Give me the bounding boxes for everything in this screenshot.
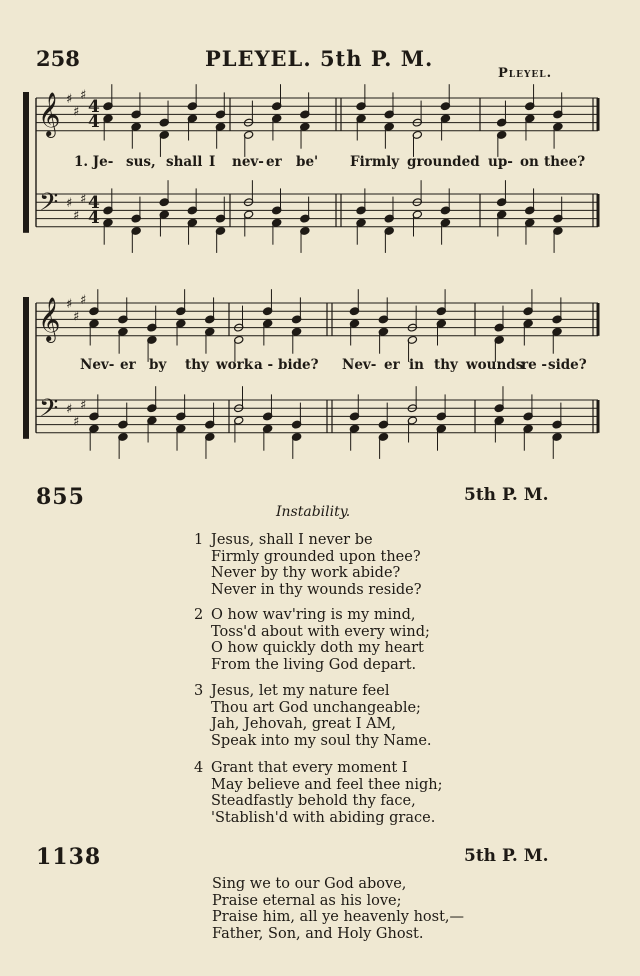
stanza-line: Sing we to our God above,: [212, 876, 407, 892]
stanza-line: Never in thy wounds reside?: [211, 581, 422, 598]
lyric-syllable: side?: [548, 357, 587, 373]
stanza-line: May believe and feel thee nigh;: [211, 776, 443, 793]
lyric-syllable: grounded: [407, 154, 480, 170]
stanza-number: 4: [194, 760, 204, 776]
sharp-sign: ♯: [73, 208, 80, 224]
hymn-number: 1138: [36, 844, 102, 870]
sharp-sign: ♯: [66, 297, 73, 312]
lyric-syllable: in: [409, 357, 424, 373]
lyric-syllable: Firmly: [350, 154, 400, 170]
sharp-sign: ♯: [66, 196, 73, 212]
stanza-line: 'Stablish'd with abiding grace.: [211, 809, 436, 826]
lyric-syllable: be': [296, 154, 319, 170]
stanza-line: Jesus, shall I never be: [211, 532, 373, 548]
lyric-syllable: re -: [521, 357, 548, 373]
sharp-sign: ♯: [73, 104, 80, 120]
sharp-sign: ♯: [73, 309, 80, 325]
sharp-sign: ♯: [66, 92, 73, 107]
stanza-number: 3: [194, 683, 204, 699]
sharp-sign: ♯: [73, 414, 80, 430]
stanza-line: Praise him, all ye heavenly host,—: [212, 909, 465, 925]
lyric-syllable: bide?: [278, 357, 319, 373]
lyric-syllable: Nev-: [80, 357, 115, 373]
stanza-line: Jesus, let my nature feel: [211, 683, 390, 699]
tune-title: PLEYEL. 5th P. M.: [205, 46, 434, 71]
treble-clef: 𝄞: [38, 92, 61, 136]
hymn-meter: 5th P. M.: [464, 485, 549, 505]
lyric-syllable: sus,: [126, 154, 156, 170]
sharp-sign: ♯: [80, 292, 87, 308]
lyric-syllable: thy: [185, 357, 209, 373]
stanza: [194, 532, 422, 598]
stanza: [212, 876, 464, 942]
lyric-syllable: er: [120, 357, 136, 373]
lyric-syllable: I: [209, 154, 216, 170]
stanza-line: O how quickly doth my heart: [211, 640, 424, 656]
bass-clef: 𝄢: [39, 188, 59, 223]
stanza: [194, 760, 443, 826]
stanza-line: Steadfastly behold thy face,: [211, 793, 416, 809]
lyric-syllable: shall: [166, 154, 203, 170]
stanza-line: From the living God depart.: [211, 656, 417, 673]
stanza-number: 1: [194, 532, 204, 548]
stanza-line: Father, Son, and Holy Ghost.: [212, 925, 424, 942]
time-signature: 4: [88, 97, 100, 117]
stanza-line: Toss'd about with every wind;: [211, 623, 430, 640]
sharp-sign: ♯: [80, 87, 87, 103]
lyric-syllable: nev-: [232, 154, 264, 170]
sharp-sign: ♯: [80, 398, 87, 414]
page-number: 258: [36, 46, 80, 71]
lyric-syllable: er: [266, 154, 282, 170]
lyric-syllable: a -: [254, 357, 274, 373]
lyric-syllable: thy: [434, 357, 458, 373]
stanza-number: 2: [194, 607, 204, 623]
stanza-line: Thou art God unchangeable;: [211, 699, 421, 716]
stanza-line: Speak into my soul thy Name.: [211, 732, 432, 749]
composer-name: Pleyel.: [498, 66, 553, 81]
lyric-syllable: 1. Je-: [74, 154, 114, 170]
lyric-syllable: on: [520, 154, 539, 170]
hymn-meter: 5th P. M.: [464, 846, 549, 866]
system2-lyrics: [0, 357, 640, 375]
lyric-syllable: up-: [488, 154, 513, 170]
stanza-line: Praise eternal as his love;: [212, 892, 402, 909]
hymn-number: 855: [36, 484, 85, 510]
stanza-line: O how wav'ring is my mind,: [211, 607, 416, 623]
hymn-subtitle: Instability.: [276, 504, 351, 520]
lyric-syllable: by: [149, 357, 167, 373]
lyric-syllable: er: [384, 357, 400, 373]
time-signature: 4: [88, 112, 100, 132]
time-signature: 4: [88, 193, 100, 213]
stanza-line: Jah, Jehovah, great I AM,: [211, 716, 397, 732]
lyric-syllable: thee?: [544, 154, 586, 170]
treble-clef: 𝄞: [38, 297, 61, 341]
time-signature: 4: [88, 208, 100, 228]
stanza-line: Firmly grounded upon thee?: [211, 548, 421, 565]
sharp-sign: ♯: [80, 192, 87, 208]
sharp-sign: ♯: [66, 402, 73, 418]
stanza: [194, 607, 430, 673]
stanza: [194, 683, 432, 749]
lyric-syllable: wounds: [466, 357, 524, 373]
lyric-syllable: work: [216, 357, 254, 373]
bass-clef: 𝄢: [39, 394, 59, 429]
system1-lyrics: [0, 154, 640, 172]
lyric-syllable: Nev-: [342, 357, 377, 373]
stanza-line: Never by thy work abide?: [211, 565, 401, 581]
stanza-line: Grant that every moment I: [211, 760, 408, 776]
